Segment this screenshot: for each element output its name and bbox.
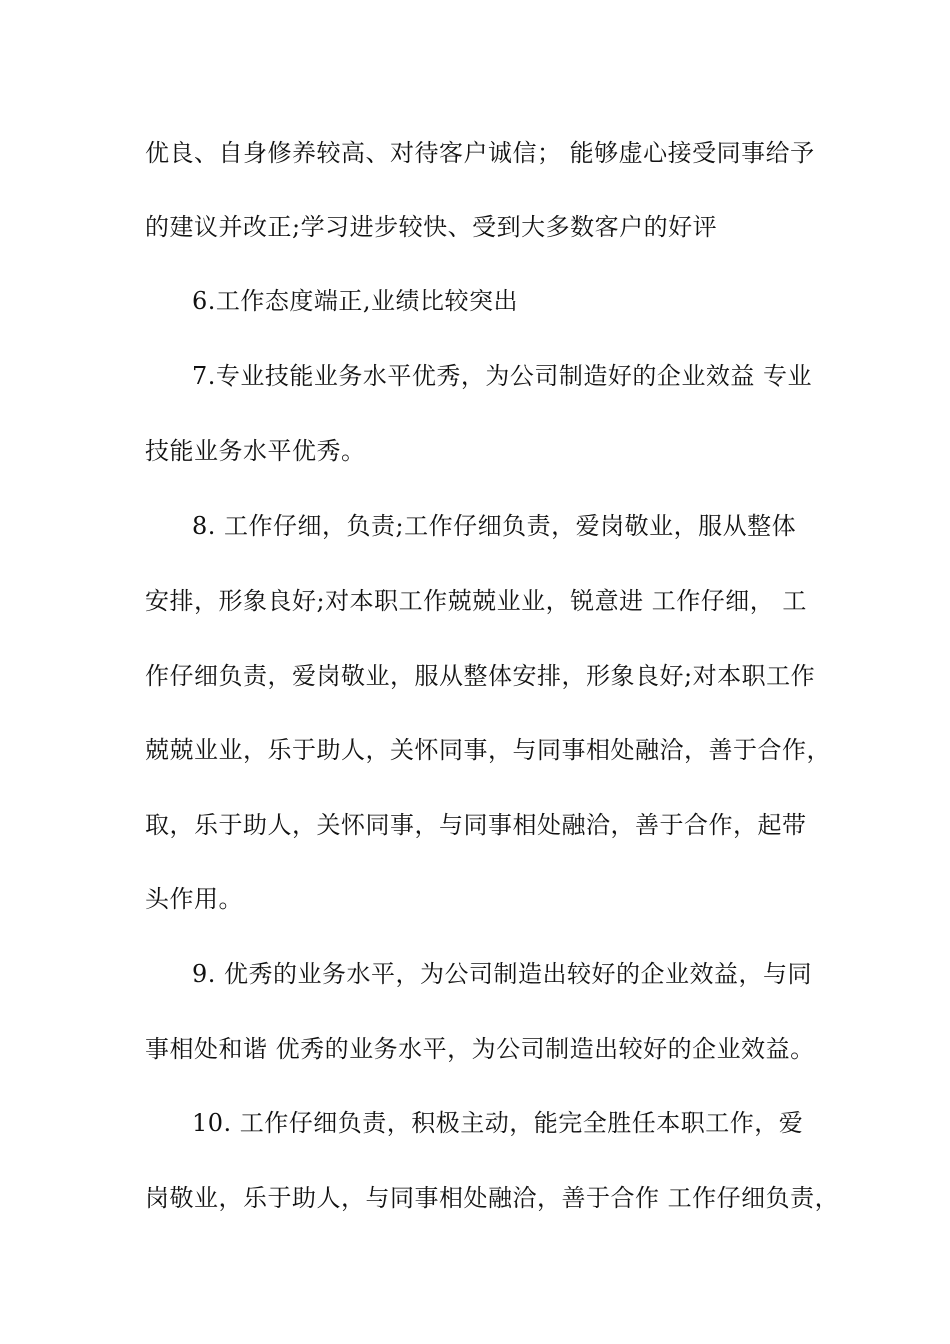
text-line-15: 岗敬业，乐于助人，与同事相处融洽，善于合作 工作仔细负责， [145, 1184, 840, 1212]
list-item-9: 9. 优秀的业务水平，为公司制造出较好的企业效益，与同 [192, 960, 813, 988]
text-line-13: 事相处和谐 优秀的业务水平，为公司制造出较好的企业效益。 [145, 1035, 815, 1063]
list-item-7: 7.专业技能业务水平优秀，为公司制造好的企业效益 专业 [192, 362, 813, 390]
text-line-5: 技能业务水平优秀。 [145, 437, 366, 465]
text-line-7: 安排，形象良好;对本职工作兢兢业业，锐意进 工作仔细， 工 [145, 587, 807, 615]
text-line-8: 作仔细负责，爱岗敬业，服从整体安排，形象良好;对本职工作 [145, 662, 816, 690]
list-item-10: 10. 工作仔细负责，积极主动，能完全胜任本职工作，爱 [192, 1109, 804, 1137]
list-item-8: 8. 工作仔细，负责;工作仔细负责，爱岗敬业，服从整体 [192, 512, 797, 540]
text-line-10: 取，乐于助人，关怀同事，与同事相处融洽，善于合作，起带 [145, 811, 807, 839]
text-line-9: 兢兢业业，乐于助人，关怀同事，与同事相处融洽，善于合作， [145, 736, 831, 764]
text-line-2: 的建议并改正;学习进步较快、受到大多数客户的好评 [145, 213, 718, 241]
text-line-11: 头作用。 [145, 885, 243, 913]
text-line-1: 优良、自身修养较高、对待客户诚信； 能够虚心接受同事给予 [145, 139, 815, 167]
list-item-6: 6.工作态度端正,业绩比较突出 [192, 287, 519, 315]
